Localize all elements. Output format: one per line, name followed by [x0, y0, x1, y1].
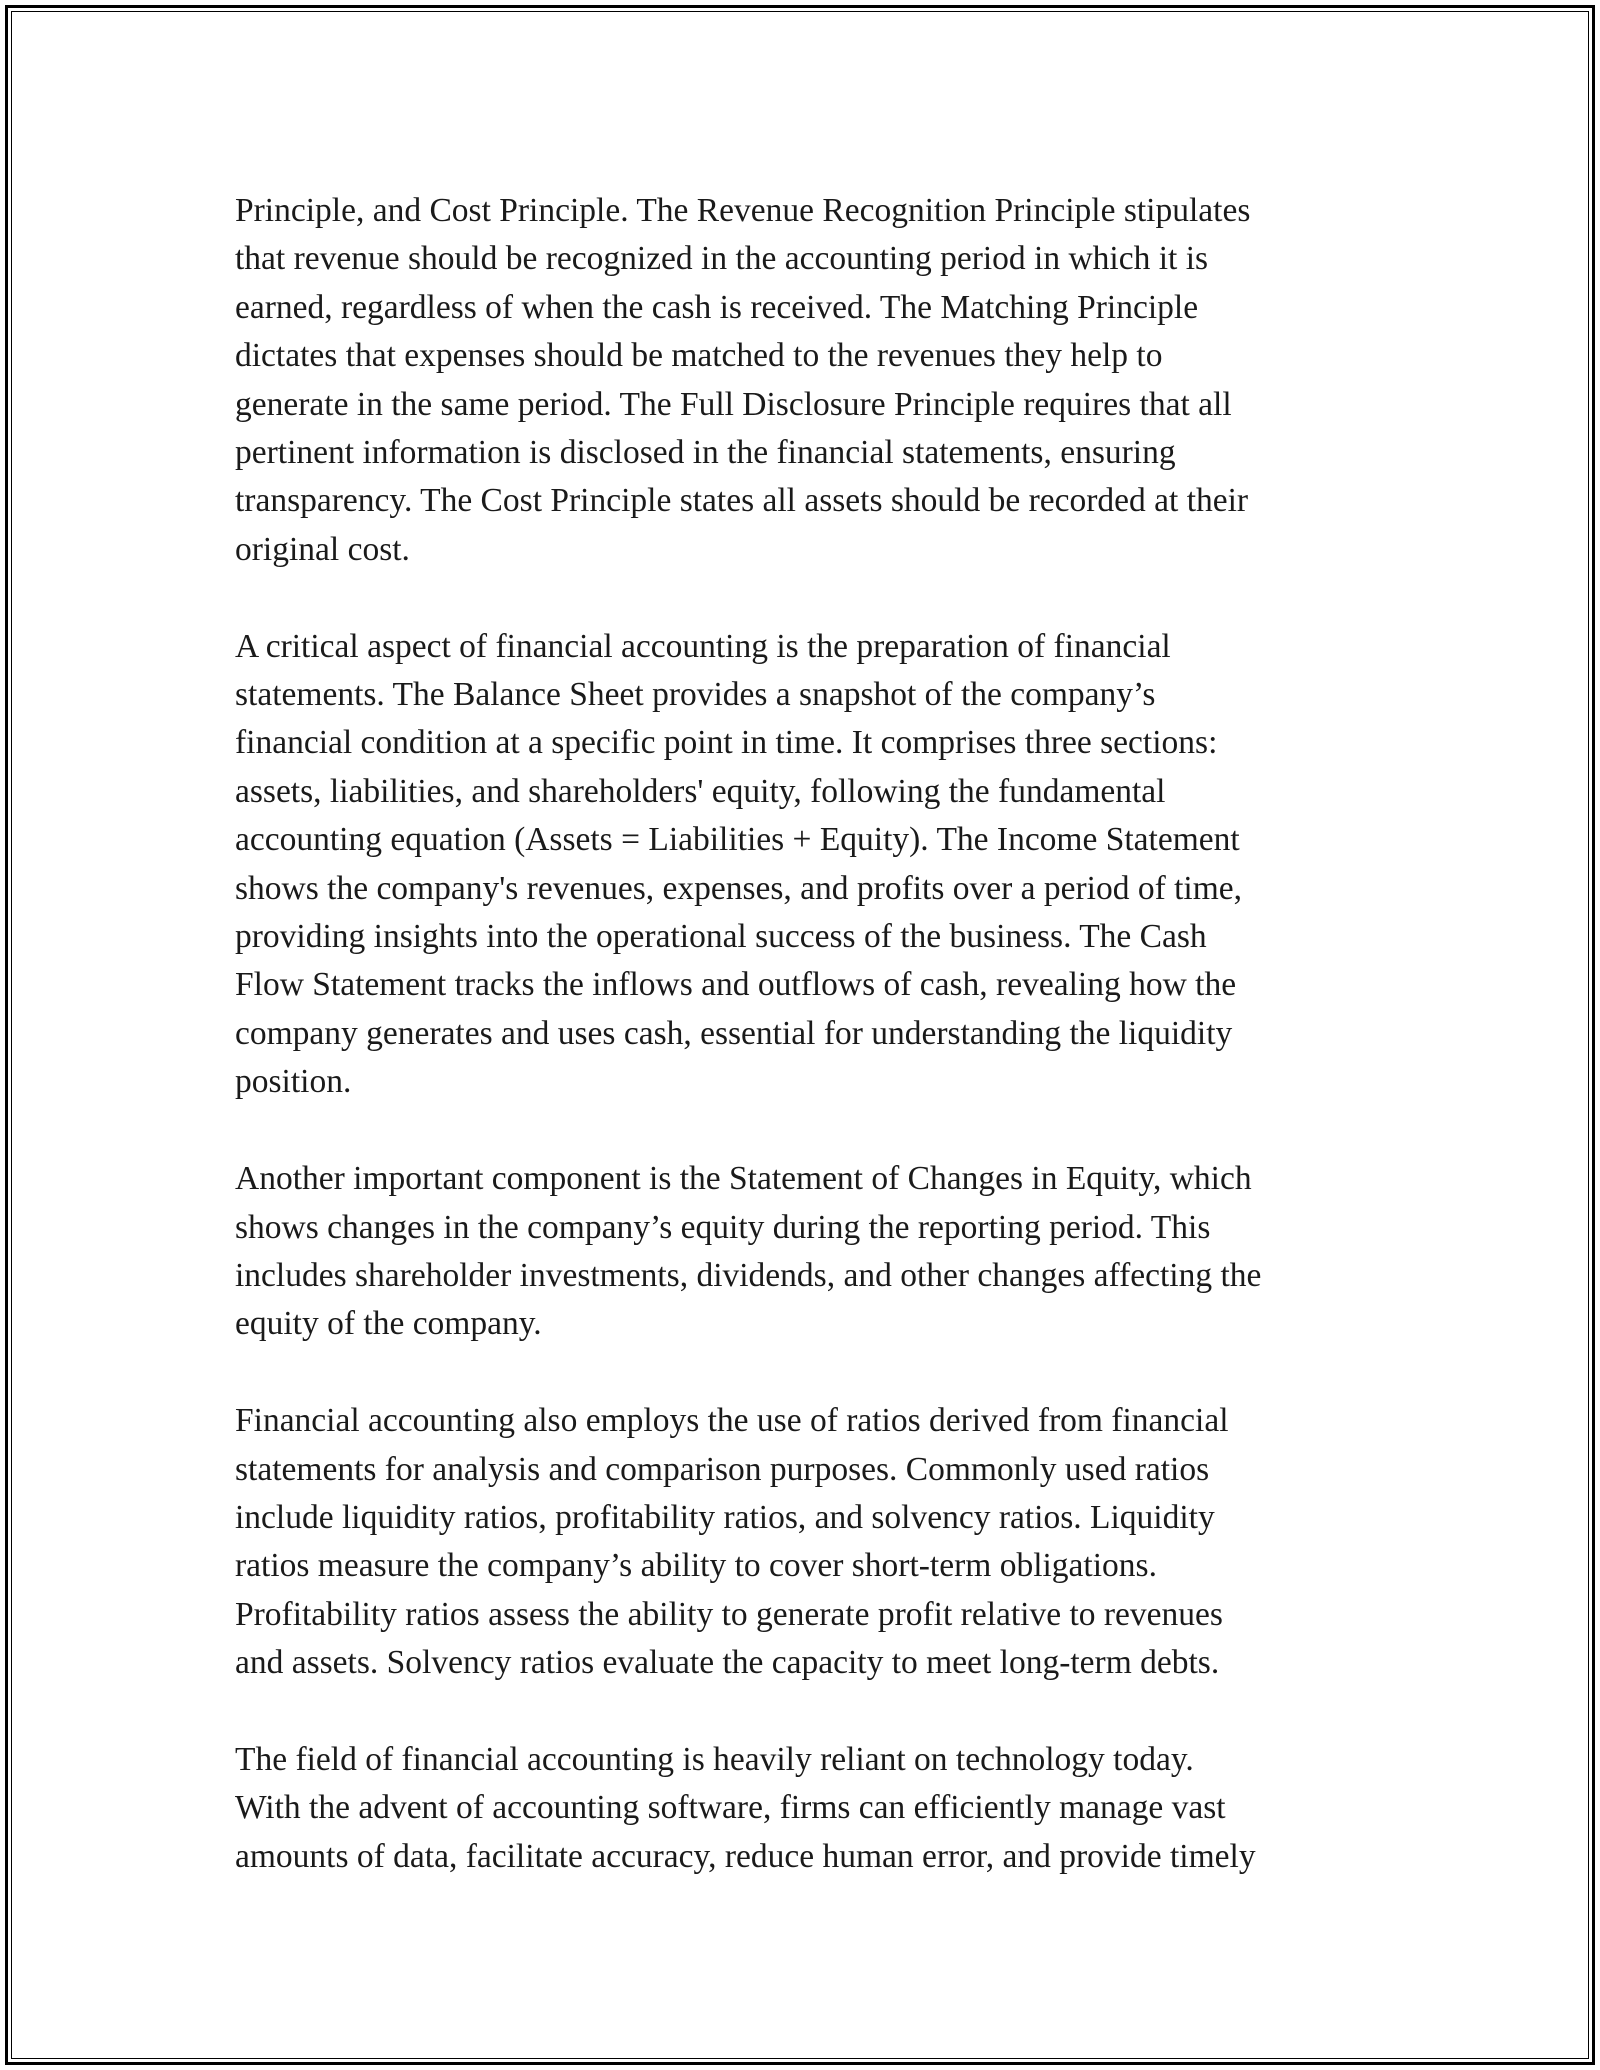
text-line: statements for analysis and comparison purposes. Commonly used ratios [235, 1450, 1210, 1488]
text-line: transparency. The Cost Principle states all assets should be recorded at their [235, 482, 1249, 520]
text-line: The field of financial accounting is heavily reliant on technology today. [235, 1740, 1194, 1778]
text-line: statements. The Balance Sheet provides a snapshot of the company’s [235, 676, 1156, 714]
text-line: original cost. [235, 530, 410, 568]
text-line: that revenue should be recognized in the accounting period in which it is [235, 240, 1209, 278]
text-line: amounts of data, facilitate accuracy, reduce human error, and provide timely [235, 1837, 1256, 1875]
text-line: and assets. Solvency ratios evaluate the capacity to meet long-term debts. [235, 1644, 1220, 1682]
text-line: pertinent information is disclosed in the financial statements, ensuring [235, 434, 1176, 472]
paragraph-changes-in-equity [235, 1155, 1365, 1349]
text-line: accounting equation (Assets = Liabilities + Equity). The Income Statement [235, 821, 1240, 859]
text-line: equity of the company. [235, 1305, 542, 1343]
text-line: shows changes in the company’s equity during the reporting period. This [235, 1208, 1211, 1246]
text-line: Another important component is the Statement of Changes in Equity, which [235, 1160, 1252, 1198]
text-line: position. [235, 1063, 352, 1101]
text-line: earned, regardless of when the cash is received. The Matching Principle [235, 288, 1199, 326]
text-line: providing insights into the operational success of the business. The Cash [235, 918, 1207, 956]
document-body [235, 187, 1365, 1930]
text-line: shows the company's revenues, expenses, and profits over a period of time, [235, 869, 1243, 907]
text-line: Financial accounting also employs the use of ratios derived from financial [235, 1402, 1229, 1440]
text-line: generate in the same period. The Full Disclosure Principle requires that all [235, 385, 1232, 423]
paragraph-financial-ratios [235, 1397, 1365, 1687]
text-line: ratios measure the company’s ability to cover short-term obligations. [235, 1547, 1157, 1585]
text-line: financial condition at a specific point in time. It comprises three sections: [235, 724, 1218, 762]
text-line: company generates and uses cash, essential for understanding the liquidity [235, 1014, 1233, 1052]
text-line: Principle, and Cost Principle. The Revenue Recognition Principle stipulates [235, 192, 1251, 229]
text-line: includes shareholder investments, dividends, and other changes affecting the [235, 1256, 1262, 1294]
text-line: Flow Statement tracks the inflows and outflows of cash, revealing how the [235, 966, 1237, 1004]
text-line: dictates that expenses should be matched to the revenues they help to [235, 337, 1163, 375]
paragraph-financial-statements [235, 623, 1365, 1107]
text-line: With the advent of accounting software, firms can efficiently manage vast [235, 1789, 1226, 1827]
paragraph-accounting-principles [235, 187, 1365, 574]
paragraph-technology [235, 1736, 1365, 1881]
text-line: Profitability ratios assess the ability to generate profit relative to revenues [235, 1595, 1223, 1633]
text-line: include liquidity ratios, profitability ratios, and solvency ratios. Liquidity [235, 1498, 1215, 1536]
text-line: A critical aspect of financial accounting is the preparation of financial [235, 627, 1171, 665]
text-line: assets, liabilities, and shareholders' equity, following the fundamental [235, 772, 1166, 810]
